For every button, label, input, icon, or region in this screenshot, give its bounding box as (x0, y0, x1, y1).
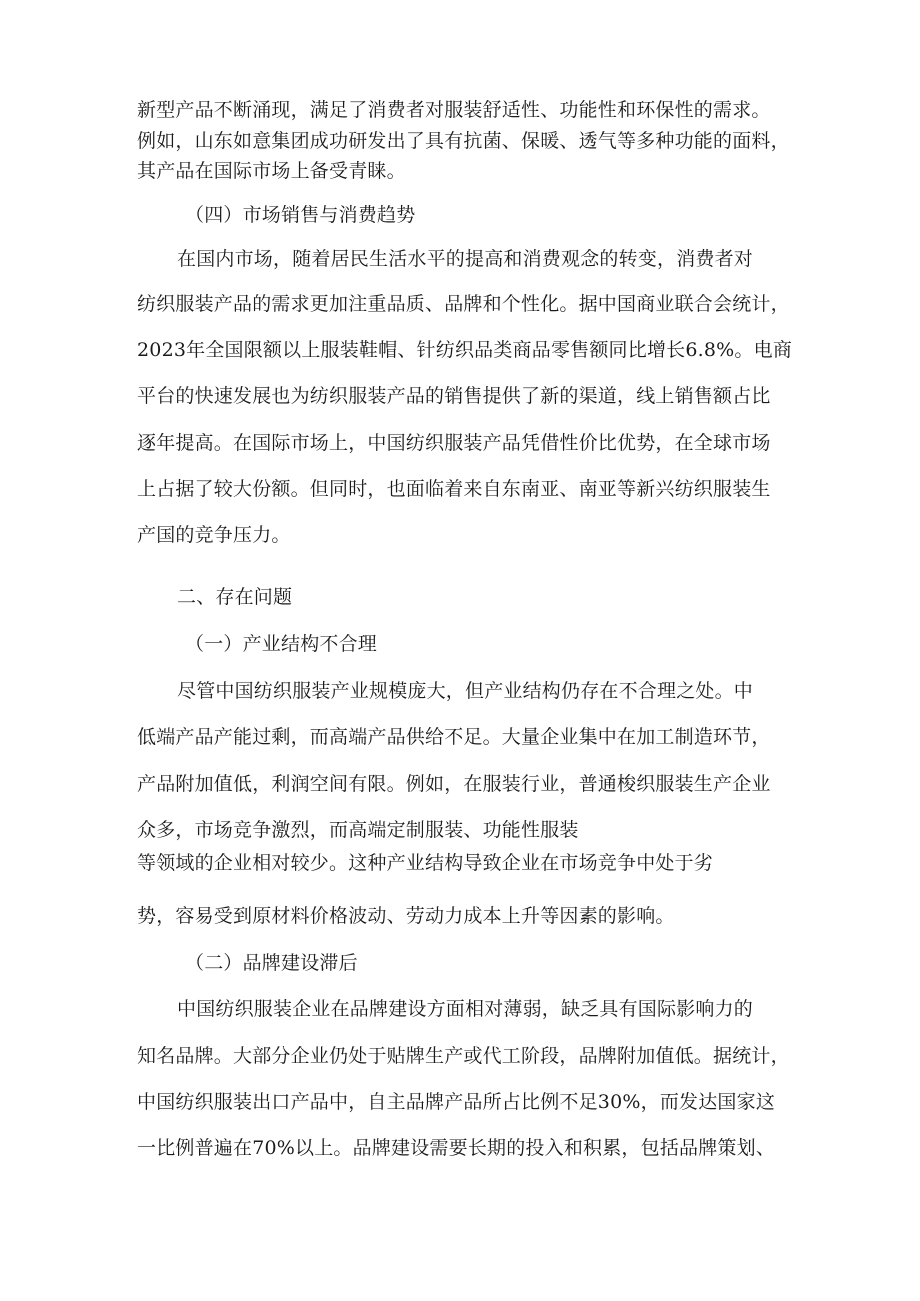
text-line: 中国纺织服装出口产品中，自主品牌产品所占比例不足30%，而发达国家这 (137, 1091, 776, 1113)
text-line: 逐年提高。在国际市场上，中国纺织服装产品凭借性价比优势，在全球市场 (137, 432, 771, 454)
text-line: 其产品在国际市场上备受青睐。 (137, 160, 406, 182)
text-line: 中国纺织服装企业在品牌建设方面相对薄弱，缺乏具有国际影响力的 (177, 998, 754, 1020)
text-line: 例如，山东如意集团成功研发出了具有抗菌、保暖、透气等多种功能的面料， (137, 130, 790, 152)
text-line: 产品附加值低，利润空间有限。例如，在服装行业，普通梭织服装生产企业 (137, 773, 771, 795)
section-heading: （二）品牌建设滞后 (185, 952, 358, 974)
section-heading: （一）产业结构不合理 (185, 633, 378, 655)
text-line: 尽管中国纺织服装产业规模庞大，但产业结构仍存在不合理之处。中 (177, 680, 754, 702)
text-line: 低端产品产能过剩，而高端产品供给不足。大量企业集中在加工制造环节， (137, 726, 771, 748)
section-heading: （四）市场销售与消费趋势 (185, 204, 416, 226)
text-line: 一比例普遍在70%以上。品牌建设需要长期的投入和积累，包括品牌策划、 (137, 1137, 776, 1159)
text-line: 众多，市场竞争激烈，而高端定制服装、功能性服装 (137, 819, 579, 841)
chapter-heading: 二、存在问题 (177, 586, 293, 608)
text-line: 产国的竞争压力。 (137, 524, 291, 546)
text-line: 知名品牌。大部分企业仍处于贴牌生产或代工阶段，品牌附加值低。据统计， (137, 1045, 790, 1067)
text-line: 2023年全国限额以上服装鞋帽、针纺织品类商品零售额同比增长6.8%。电商 (137, 339, 793, 361)
text-line: 平台的快速发展也为纺织服装产品的销售提供了新的渠道，线上销售额占比 (137, 385, 771, 407)
text-line: 新型产品不断涌现，满足了消费者对服装舒适性、功能性和环保性的需求。 (137, 99, 771, 121)
text-line: 势，容易受到原材料价格波动、劳动力成本上升等因素的影响。 (137, 905, 675, 927)
text-line: 上占据了较大份额。但同时，也面临着来自东南亚、南亚等新兴纺织服装生 (137, 478, 771, 500)
text-line: 等领域的企业相对较少。这种产业结构导致企业在市场竞争中处于劣 (137, 852, 714, 874)
text-line: 纺织服装产品的需求更加注重品质、品牌和个性化。据中国商业联合会统计， (137, 293, 790, 315)
text-line: 在国内市场，随着居民生活水平的提高和消费观念的转变，消费者对 (177, 248, 754, 270)
